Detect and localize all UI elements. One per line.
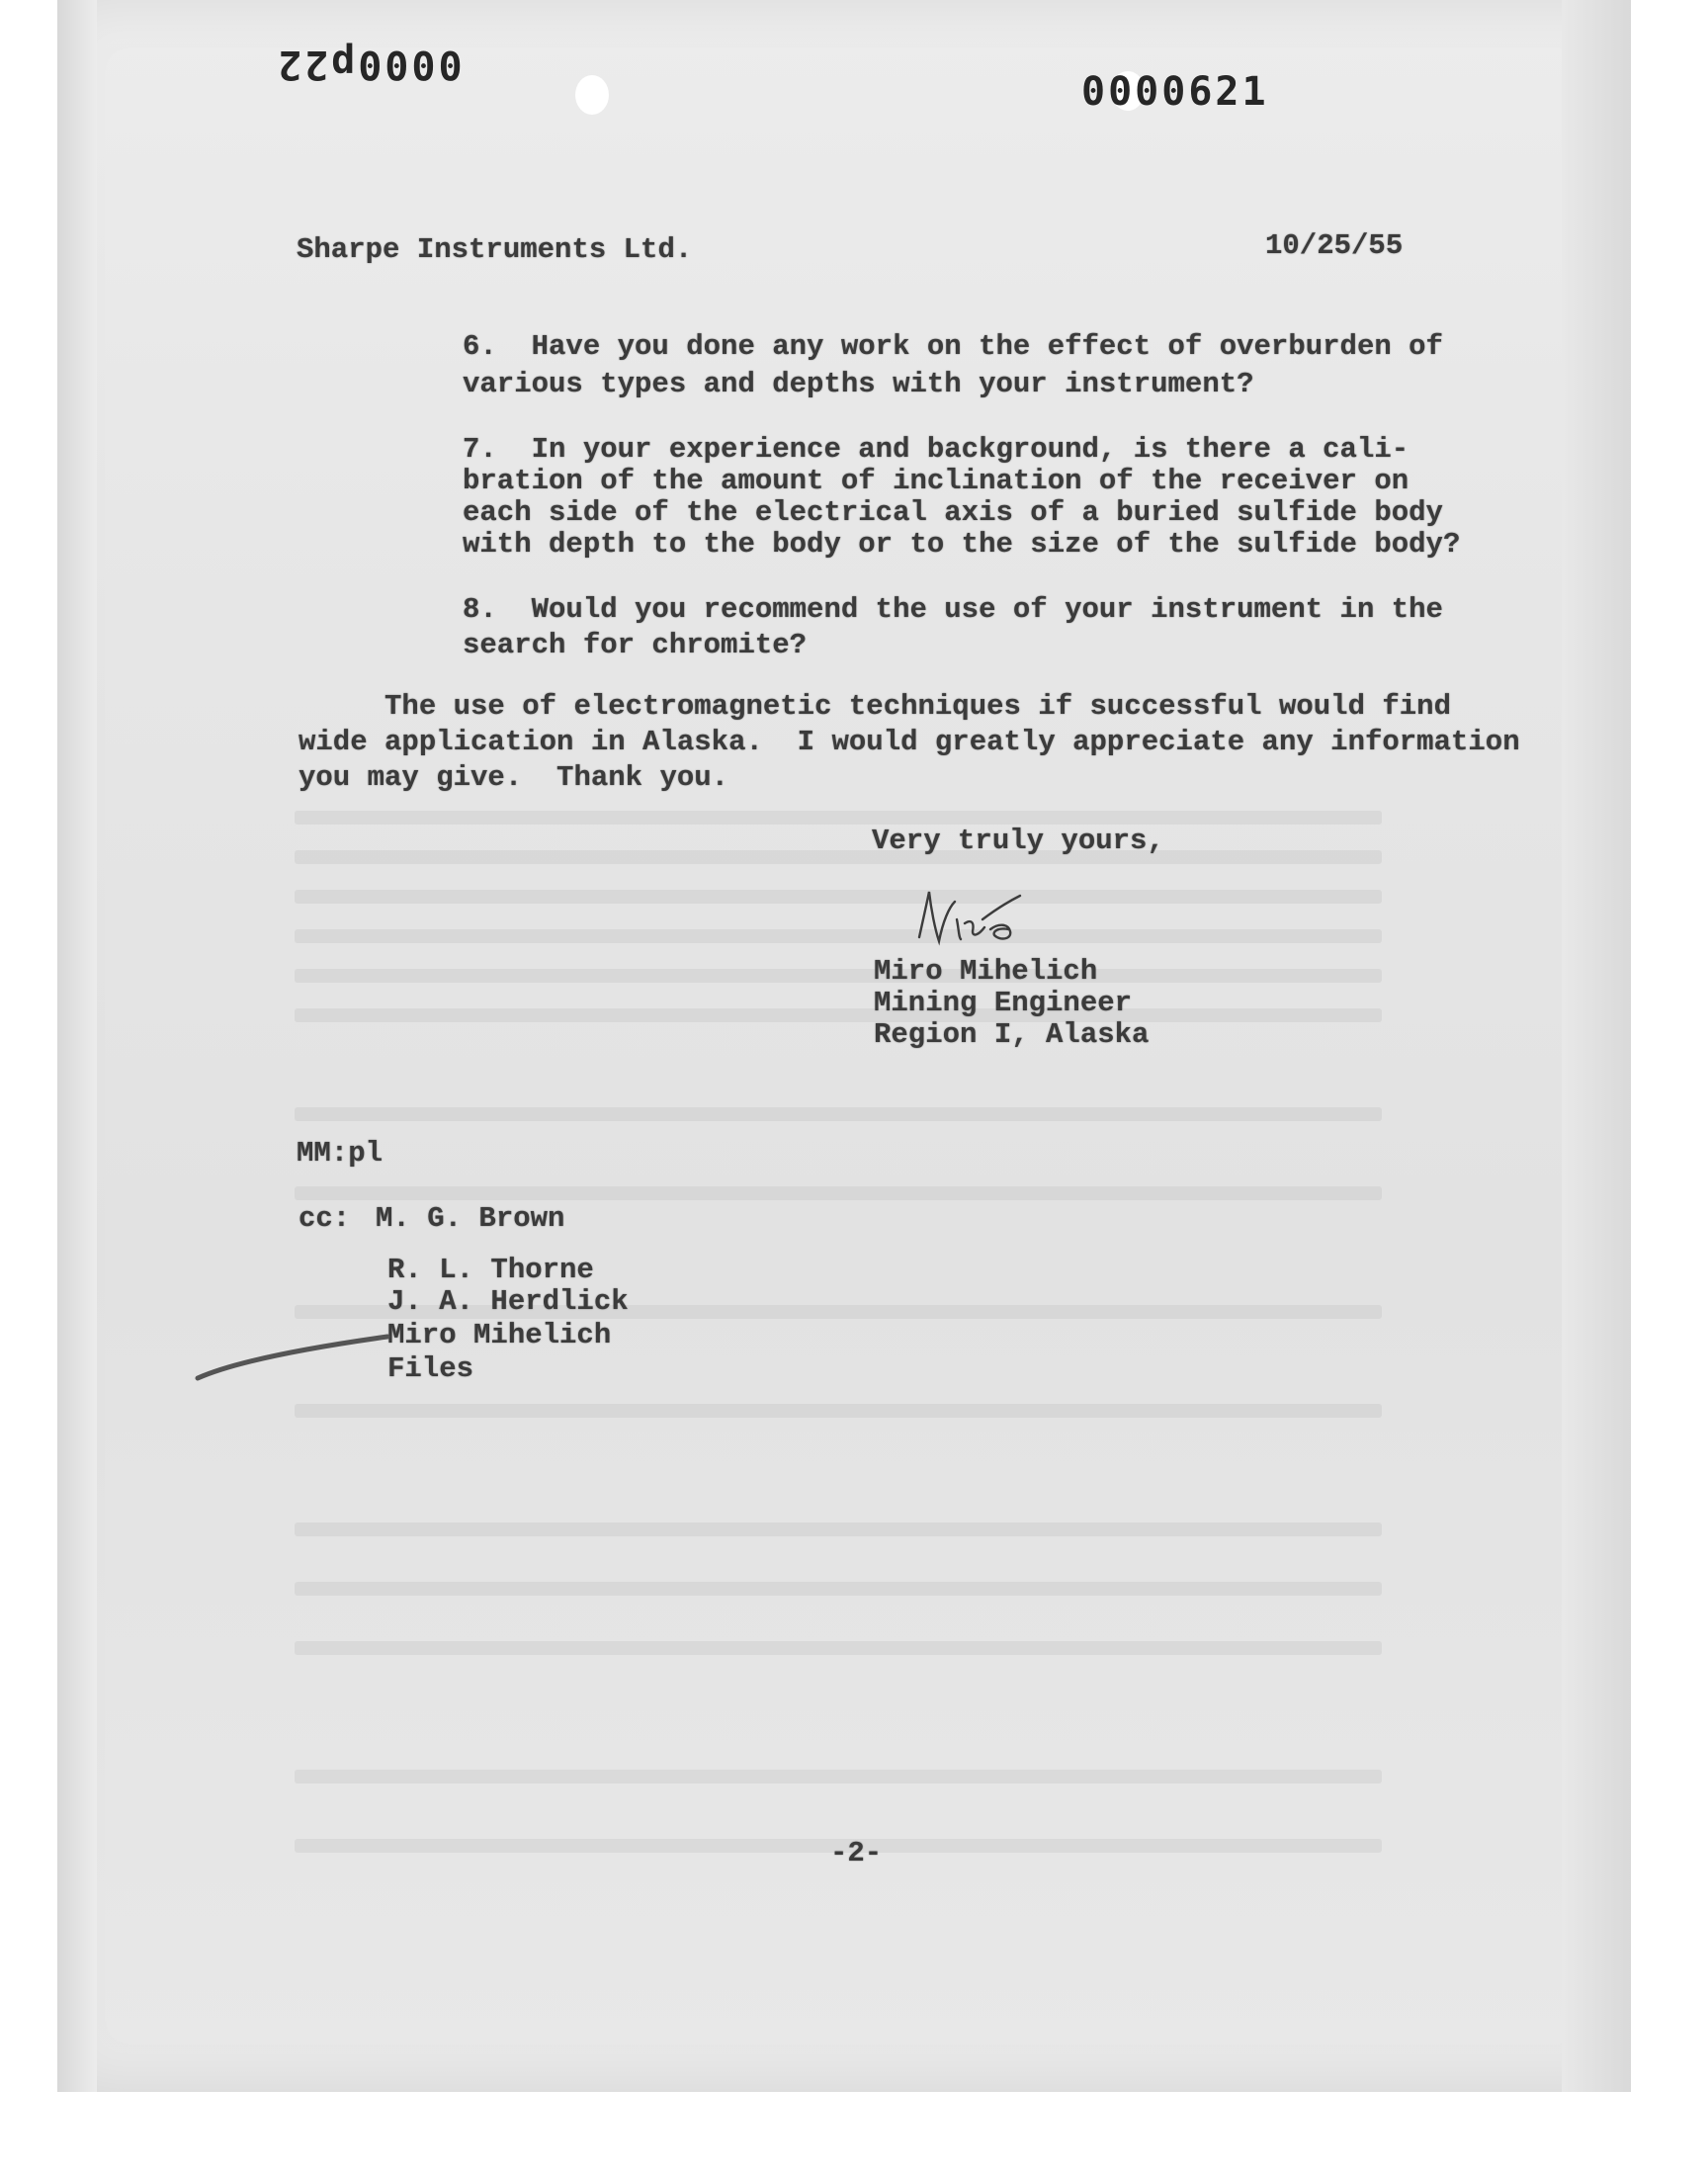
signer-name: Miro Mihelich (874, 955, 1098, 988)
bleed-through-line (295, 1186, 1382, 1200)
reference-initials: MM:pl (297, 1137, 384, 1170)
question-7-line-4: with depth to the body or to the size of the sulfide body? (463, 528, 1461, 561)
bleed-through-line (295, 1641, 1382, 1655)
bleed-through-line (295, 1008, 1382, 1022)
closing-paragraph-line-1: The use of electromagnetic techniques if successful would find (299, 690, 1451, 723)
page-number: -2- (830, 1837, 883, 1870)
scan-edge-left (57, 0, 97, 2092)
bleed-through-line (295, 850, 1382, 864)
bleed-through-line (295, 890, 1382, 904)
question-8-line-2: search for chromite? (463, 629, 808, 661)
recipient-header: Sharpe Instruments Ltd. (297, 233, 693, 266)
letter-date: 10/25/55 (1265, 229, 1404, 262)
closing-salutation: Very truly yours, (872, 825, 1164, 857)
closing-paragraph-line-3: you may give. Thank you. (299, 761, 729, 794)
bates-stamp-top-left: 0000p22 (275, 42, 463, 87)
bleed-through-line (295, 1582, 1382, 1596)
handwritten-check-mark (194, 1325, 391, 1384)
cc-recipient: Miro Mihelich (387, 1319, 612, 1351)
question-7-line-1: 7. In your experience and background, is there a cali- (463, 433, 1409, 466)
question-8-line-1: 8. Would you recommend the use of your instrument in the (463, 593, 1443, 626)
bleed-through-line (295, 969, 1382, 983)
cc-label: cc: (299, 1202, 351, 1235)
question-6-line-2: various types and depths with your instrument? (463, 368, 1254, 400)
cc-recipient: M. G. Brown (376, 1202, 565, 1235)
bleed-through-line (295, 929, 1382, 943)
signer-region: Region I, Alaska (874, 1018, 1150, 1051)
bleed-through-line (295, 1770, 1382, 1784)
signer-title: Mining Engineer (874, 987, 1133, 1019)
bleed-through-line (295, 811, 1382, 825)
question-7-line-3: each side of the electrical axis of a buried sulfide body (463, 496, 1443, 529)
bleed-through-line (295, 1107, 1382, 1121)
bates-stamp-top-right: 0000621 (1081, 69, 1269, 115)
bleed-through-line (295, 1522, 1382, 1536)
scan-edge-right (1562, 0, 1631, 2092)
punch-hole (575, 75, 609, 115)
handwritten-signature (913, 880, 1052, 959)
document-page (57, 0, 1631, 2092)
question-7-line-2: bration of the amount of inclination of the receiver on (463, 465, 1409, 497)
cc-recipient: R. L. Thorne (387, 1254, 594, 1286)
closing-paragraph-line-2: wide application in Alaska. I would greatly appreciate any information (299, 726, 1520, 758)
question-6-line-1: 6. Have you done any work on the effect of overburden of (463, 330, 1443, 363)
bleed-through-line (295, 1404, 1382, 1418)
cc-recipient: Files (387, 1352, 474, 1385)
cc-recipient: J. A. Herdlick (387, 1285, 629, 1318)
